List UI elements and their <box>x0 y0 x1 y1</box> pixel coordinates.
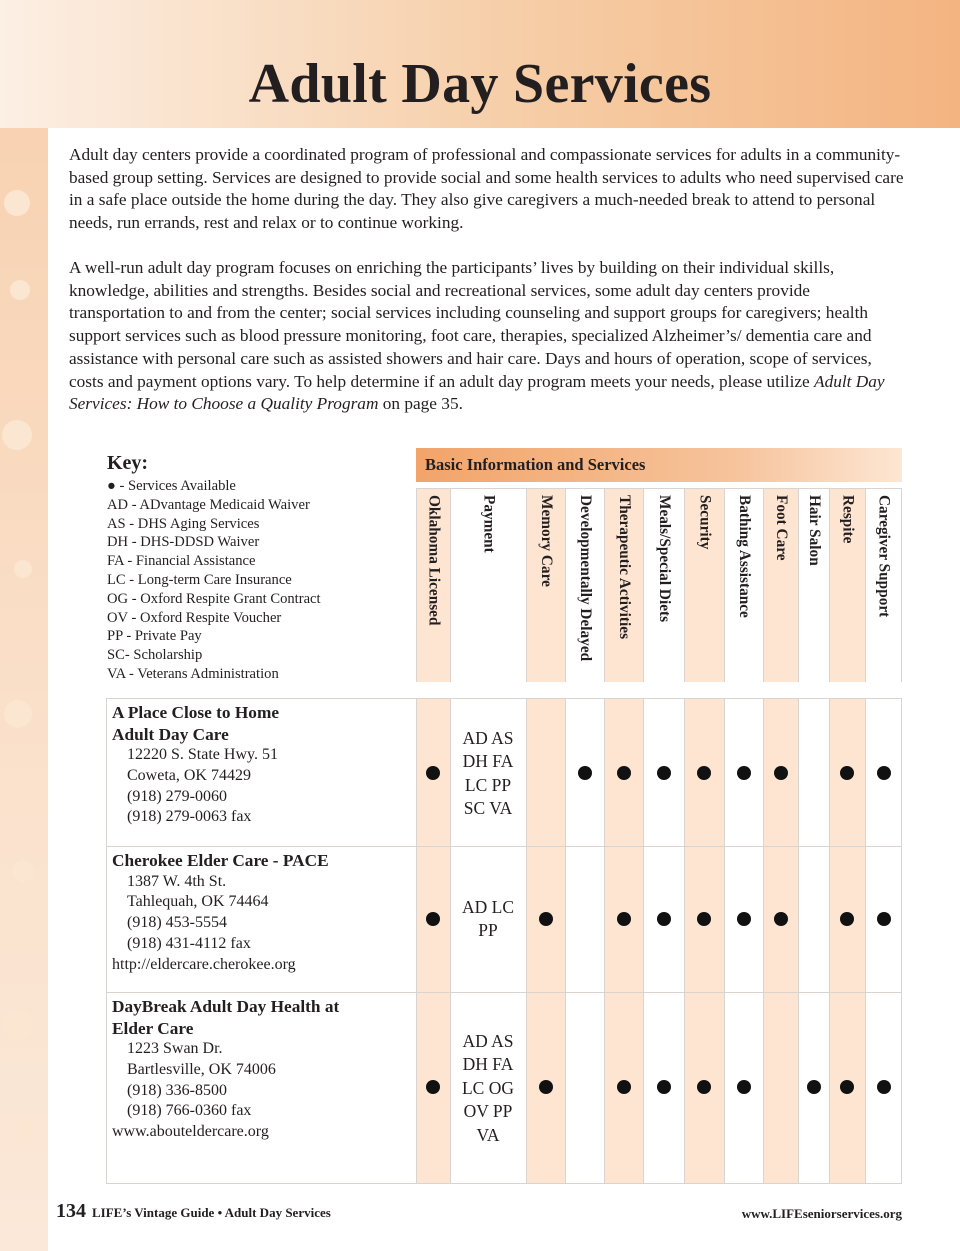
column-header <box>763 488 798 682</box>
footer-guide-title: LIFE’s Vintage Guide • Adult Day Services <box>92 1205 331 1220</box>
column-header <box>416 488 450 682</box>
column-header <box>684 488 724 682</box>
decor-dot <box>12 860 34 882</box>
service-available-dot <box>657 766 671 780</box>
org-address-line: Coweta, OK 74429 <box>127 766 251 784</box>
footer-left <box>56 1200 331 1223</box>
column-header-label: Caregiver Support <box>875 495 893 618</box>
org-address-line: (918) 453-5554 <box>127 914 227 932</box>
column-header-label: Meals/Special Diets <box>656 495 673 623</box>
org-name: Adult Day Care <box>112 724 229 744</box>
intro-paragraph-1: Adult day centers provide a coordinated program of professional and compassionate services for adults in a community-based group setting. Services are designed to provide social and some health services to adults who need supervised care in a safe place outside the home during the day. They also give caregivers a much-needed break to attend to personal needs, run errands, rest and relax or to continue working. <box>69 145 904 233</box>
column-header <box>565 488 604 682</box>
service-available-dot <box>426 912 440 926</box>
org-address-line: (918) 279-0060 <box>127 787 227 805</box>
service-available-dot <box>426 766 440 780</box>
service-available-dot <box>877 1080 891 1094</box>
column-header <box>526 488 565 682</box>
page-title: Adult Day Services <box>248 53 712 115</box>
key-item: ● - Services Available <box>107 478 236 494</box>
org-address-line: (918) 336-8500 <box>127 1081 227 1099</box>
service-available-dot <box>737 766 751 780</box>
org-website[interactable]: www.abouteldercare.org <box>112 1123 269 1141</box>
decor-dot <box>16 1120 34 1138</box>
payment-options <box>448 1030 528 1147</box>
page-number: 134 <box>56 1200 86 1222</box>
service-available-dot <box>840 766 854 780</box>
key-item: PP - Private Pay <box>107 628 202 645</box>
payment-line: LC PP <box>464 774 512 795</box>
section-header-title: Basic Information and Services <box>425 455 646 474</box>
payment-options <box>448 727 528 821</box>
payment-line: PP <box>478 920 498 941</box>
decor-dot <box>4 700 32 728</box>
column-header-label: Foot Care <box>773 495 790 561</box>
table-column <box>526 698 565 1183</box>
org-address-line: (918) 431-4112 fax <box>127 934 251 952</box>
row-divider <box>106 992 902 993</box>
column-header-label: Payment <box>480 495 498 553</box>
service-available-dot <box>539 1080 553 1094</box>
service-available-dot <box>840 912 854 926</box>
org-address-line: 1387 W. 4th St. <box>127 872 227 890</box>
key-item: LC - Long-term Care Insurance <box>107 571 292 588</box>
service-available-dot <box>426 1080 440 1094</box>
payment-line: SC VA <box>463 798 513 819</box>
org-address-line: 12220 S. State Hwy. 51 <box>127 746 278 763</box>
row-divider <box>106 1183 902 1184</box>
payment-line: DH FA <box>462 751 514 772</box>
service-available-dot <box>877 766 891 780</box>
key-item: FA - Financial Assistance <box>107 553 256 570</box>
payment-options <box>448 896 528 943</box>
column-header <box>798 488 829 682</box>
key-item: SC- Scholarship <box>107 647 203 664</box>
table-row <box>112 850 329 975</box>
key-item: DH - DHS-DDSD Waiver <box>107 534 260 551</box>
service-available-dot <box>840 1080 854 1094</box>
column-header-label: Developmentally Delayed <box>577 495 594 662</box>
intro-paragraph-2 <box>69 257 905 416</box>
org-address-line: (918) 766-0360 fax <box>127 1102 252 1120</box>
key-list <box>107 477 321 684</box>
key-item: OG - Oxford Respite Grant Contract <box>107 590 321 607</box>
org-address-line: Tahlequah, OK 74464 <box>127 893 269 911</box>
table-column <box>798 698 829 1183</box>
service-available-dot <box>774 766 788 780</box>
column-header-label: Memory Care <box>538 495 555 587</box>
column-header <box>865 488 902 682</box>
payment-line: AD LC <box>461 897 514 917</box>
service-available-dot <box>697 766 711 780</box>
service-available-dot <box>737 1080 751 1094</box>
service-available-dot <box>578 766 592 780</box>
decor-dot <box>3 1010 33 1040</box>
column-header <box>643 488 684 682</box>
column-header <box>450 488 526 682</box>
decor-dot <box>2 420 32 450</box>
column-header <box>604 488 643 682</box>
service-available-dot <box>539 912 553 926</box>
org-address-line: (918) 279-0063 fax <box>127 808 252 826</box>
payment-line: AD AS <box>462 1031 514 1051</box>
org-address-line: Bartlesville, OK 74006 <box>127 1060 276 1078</box>
row-divider <box>106 698 902 699</box>
decor-dot <box>14 560 32 578</box>
org-name: Elder Care <box>112 1018 194 1038</box>
column-header-label: Respite <box>839 495 857 544</box>
key-item: OV - Oxford Respite Voucher <box>107 609 282 626</box>
service-available-dot <box>697 1080 711 1094</box>
service-available-dot <box>657 912 671 926</box>
row-divider <box>106 846 902 847</box>
service-available-dot <box>657 1080 671 1094</box>
column-header-label: Therapeutic Activities <box>616 495 633 640</box>
column-header-label: Security <box>696 495 714 550</box>
payment-line: DH FA <box>462 1054 514 1075</box>
decor-dot <box>4 190 30 216</box>
org-name: Cherokee Elder Care - PACE <box>112 851 329 870</box>
payment-line: OV PP <box>463 1101 513 1122</box>
column-header-label: Oklahoma Licensed <box>425 495 443 626</box>
service-available-dot <box>807 1080 821 1094</box>
key-item: AD - ADvantage Medicaid Waiver <box>107 496 310 513</box>
column-header-label: Hair Salon <box>806 495 823 566</box>
org-address-line: 1223 Swan Dr. <box>127 1040 223 1057</box>
table-row <box>112 996 339 1143</box>
intro-page-ref: on page 35. <box>378 394 463 414</box>
service-available-dot <box>617 766 631 780</box>
table-row <box>112 702 279 828</box>
payment-line: AD AS <box>462 728 514 748</box>
column-header <box>724 488 763 682</box>
payment-line: LC OG <box>461 1077 514 1098</box>
intro-guide-title: Adult Day Services: How to Choose a Quality Program <box>69 371 885 414</box>
org-name: A Place Close to Home <box>112 703 280 722</box>
key-item: AS - DHS Aging Services <box>107 515 260 532</box>
service-available-dot <box>774 912 788 926</box>
key-item: VA - Veterans Administration <box>107 665 279 682</box>
service-available-dot <box>877 912 891 926</box>
intro-paragraph-2-text: A well-run adult day program focuses on enriching the participants’ lives by building on their individual skills, knowledge, abilities and strengths. Besides social and recreational services, some adult day centers provide transportation to and from the center; social services including counseling and support groups for caregivers; health support services such as blood pressure monitoring, foot care, therapies, specialized Alzheimer’s/ dementia care and assistance with personal care such as assisted showers and hair care. Days and hours of operation, scope of services, costs and payment options vary. To help determine if an adult day program meets your needs, please utilize <box>69 258 872 391</box>
service-available-dot <box>617 1080 631 1094</box>
key-title: Key: <box>107 452 149 474</box>
column-header <box>829 488 865 682</box>
payment-line: VA <box>476 1124 500 1145</box>
service-available-dot <box>697 912 711 926</box>
decor-dot <box>10 280 30 300</box>
org-website[interactable]: http://eldercare.cherokee.org <box>112 955 296 973</box>
service-available-dot <box>737 912 751 926</box>
service-available-dot <box>617 912 631 926</box>
column-header-label: Bathing Assistance <box>736 495 753 618</box>
org-name: DayBreak Adult Day Health at <box>112 997 340 1016</box>
footer-website: www.LIFEseniorservices.org <box>741 1206 902 1221</box>
